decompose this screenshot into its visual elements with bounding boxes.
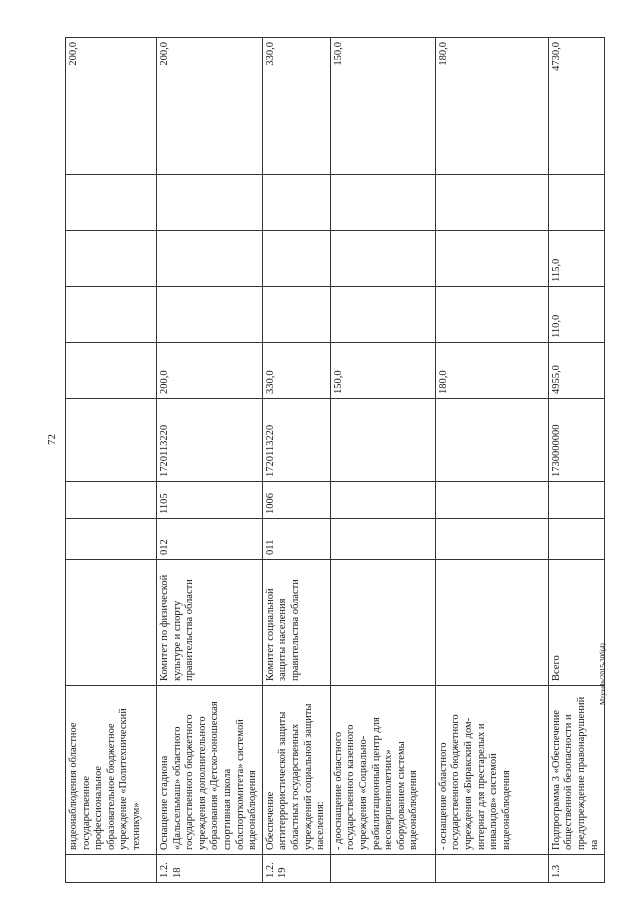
year2-amount [435, 231, 548, 287]
row-number: 1.2.19 [262, 855, 330, 883]
grbs-code [330, 519, 435, 560]
total-amount: 4955,0 [548, 343, 604, 399]
section-code [435, 482, 548, 519]
year3-amount [157, 175, 263, 231]
table-row [435, 38, 548, 883]
total-amount: 330,0 [262, 343, 330, 399]
row-number: 1.2.18 [157, 855, 263, 883]
table-row [66, 38, 157, 883]
measure-name: Обеспечение антитеррористической защиты областных государственных учреждений социальной защиты населения: [262, 686, 330, 855]
total-amount: 200,0 [157, 343, 263, 399]
year3-amount [548, 175, 604, 231]
executor [435, 560, 548, 686]
year4-amount: 330,0 [262, 38, 330, 175]
executor [66, 560, 157, 686]
grbs-code [548, 519, 604, 560]
rotated-table-wrapper [65, 38, 601, 883]
target-article: 1720113220 [157, 399, 263, 482]
target-article: 1730000000 [548, 399, 604, 482]
target-article [66, 399, 157, 482]
section-code [548, 482, 604, 519]
year3-amount [330, 175, 435, 231]
total-amount: 150,0 [330, 343, 435, 399]
grbs-code: 011 [262, 519, 330, 560]
year2-amount [262, 231, 330, 287]
year1-amount [330, 287, 435, 343]
year4-amount: 4730,0 [548, 38, 604, 175]
table-row [262, 38, 330, 883]
year3-amount [262, 175, 330, 231]
measure-name: Подпрограмма 3 «Обеспечение общественной безопасности и предупреждение правонарушений на [548, 686, 604, 855]
section-code: 1006 [262, 482, 330, 519]
year4-amount: 200,0 [157, 38, 263, 175]
target-article [435, 399, 548, 482]
document-code: Mzyxeln/2015-30б(4) [599, 643, 607, 705]
executor: Всего [548, 560, 604, 686]
row-number [330, 855, 435, 883]
row-number: 1.3 [548, 855, 604, 883]
year2-amount [157, 231, 263, 287]
target-article: 1720113220 [262, 399, 330, 482]
measure-name: Оснащение стадиона «Дальсельмаш» областного государственного бюджетного учреждения дополнительного образования «Детско-юношеская спортивная школа облспорткомитета» системой видеонаблюдения [157, 686, 263, 855]
executor: Комитет по физической культуре и спорту правительства области [157, 560, 263, 686]
year3-amount [66, 175, 157, 231]
table-row [548, 38, 604, 883]
year1-amount [66, 287, 157, 343]
grbs-code: 012 [157, 519, 263, 560]
target-article [330, 399, 435, 482]
table-row [157, 38, 263, 883]
measure-name: - оснащение областного государственного бюджетного учреждения «Биракский дом-интернат для престарелых и инвалидов» системой видеонаблюдения [435, 686, 548, 855]
section-code [330, 482, 435, 519]
section-code: 1105 [157, 482, 263, 519]
year1-amount: 110,0 [548, 287, 604, 343]
year3-amount [435, 175, 548, 231]
year1-amount [157, 287, 263, 343]
year4-amount: 200,0 [66, 38, 157, 175]
total-amount: 180,0 [435, 343, 548, 399]
executor [330, 560, 435, 686]
grbs-code [66, 519, 157, 560]
table-row [330, 38, 435, 883]
total-amount [66, 343, 157, 399]
year1-amount [435, 287, 548, 343]
row-number [66, 855, 157, 883]
year4-amount: 180,0 [435, 38, 548, 175]
measure-name: видеонаблюдения областное государственное профессиональное образовательное бюджетное учреждение «Политехнический техникум» [66, 686, 157, 855]
program-table [65, 37, 605, 883]
section-code [66, 482, 157, 519]
row-number [435, 855, 548, 883]
grbs-code [435, 519, 548, 560]
year2-amount: 115,0 [548, 231, 604, 287]
measure-name: - дооснащение областного государственного казенного учреждения «Социально-реабилитационный центр для несовершеннолетних» оборудованием системы видеонаблюдения [330, 686, 435, 855]
year1-amount [262, 287, 330, 343]
year2-amount [330, 231, 435, 287]
year2-amount [66, 231, 157, 287]
page-number: 72 [46, 434, 58, 445]
year4-amount: 150,0 [330, 38, 435, 175]
executor: Комитет социальной защиты населения правительства области [262, 560, 330, 686]
